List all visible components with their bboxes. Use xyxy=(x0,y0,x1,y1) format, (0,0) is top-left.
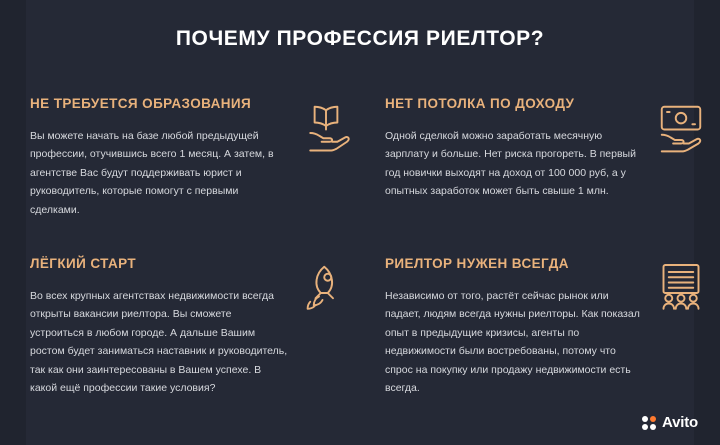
page-title: ПОЧЕМУ ПРОФЕССИЯ РИЕЛТОР? xyxy=(175,27,545,50)
money-in-hand-icon xyxy=(653,98,709,154)
avito-watermark xyxy=(642,414,698,431)
benefit-block-education xyxy=(30,96,330,219)
rocket-icon xyxy=(298,258,354,314)
benefit-heading: НЕТ ПОТОЛКА ПО ДОХОДУ xyxy=(385,96,575,111)
benefit-text: Независимо от того, растёт сейчас рынок или падает, людям всегда нужны риелторы. Как показал опыт в предыдущие кризисы, агенты по недвижимости были востребованы, потому что спрос на покупку или продажу недвижимости есть всегда. xyxy=(385,290,640,394)
watermark-label: Avito xyxy=(662,414,698,431)
benefit-heading: РИЕЛТОР НУЖЕН ВСЕГДА xyxy=(385,256,569,271)
benefit-text: Вы можете начать на базе любой предыдущей профессии, отучившись всего 1 месяц. А затем, в агентстве Вас будут поддерживать юрист и руководитель, которые помогут с первыми сделками. xyxy=(30,130,274,216)
book-in-hand-icon xyxy=(298,98,354,154)
benefit-heading: ЛЁГКИЙ СТАРТ xyxy=(30,256,136,271)
benefit-heading: НЕ ТРЕБУЕТСЯ ОБРАЗОВАНИЯ xyxy=(30,96,252,111)
benefit-block-income xyxy=(385,96,685,201)
avito-logo-icon xyxy=(642,416,656,430)
benefit-text: Во всех крупных агентствах недвижимости всегда открыты вакансии риелтора. Вы сможете устроиться в любом городе. А дальше Вашим ростом будет заниматься наставник и руководитель, так как они заинтересованы в Вашем успехе. В какой ещё профессии такие условия? xyxy=(30,290,288,394)
benefit-block-always-needed xyxy=(385,256,685,397)
benefit-block-easy-start xyxy=(30,256,330,397)
benefit-text: Одной сделкой можно заработать месячную зарплату и больше. Нет риска прогореть. В первый год новички выходят на доход от 100 000 руб, а у опытных заработок может быть свыше 1 млн. xyxy=(385,130,636,198)
right-edge-gradient xyxy=(694,0,720,445)
left-edge-gradient xyxy=(0,0,26,445)
building-people-icon xyxy=(653,258,709,314)
